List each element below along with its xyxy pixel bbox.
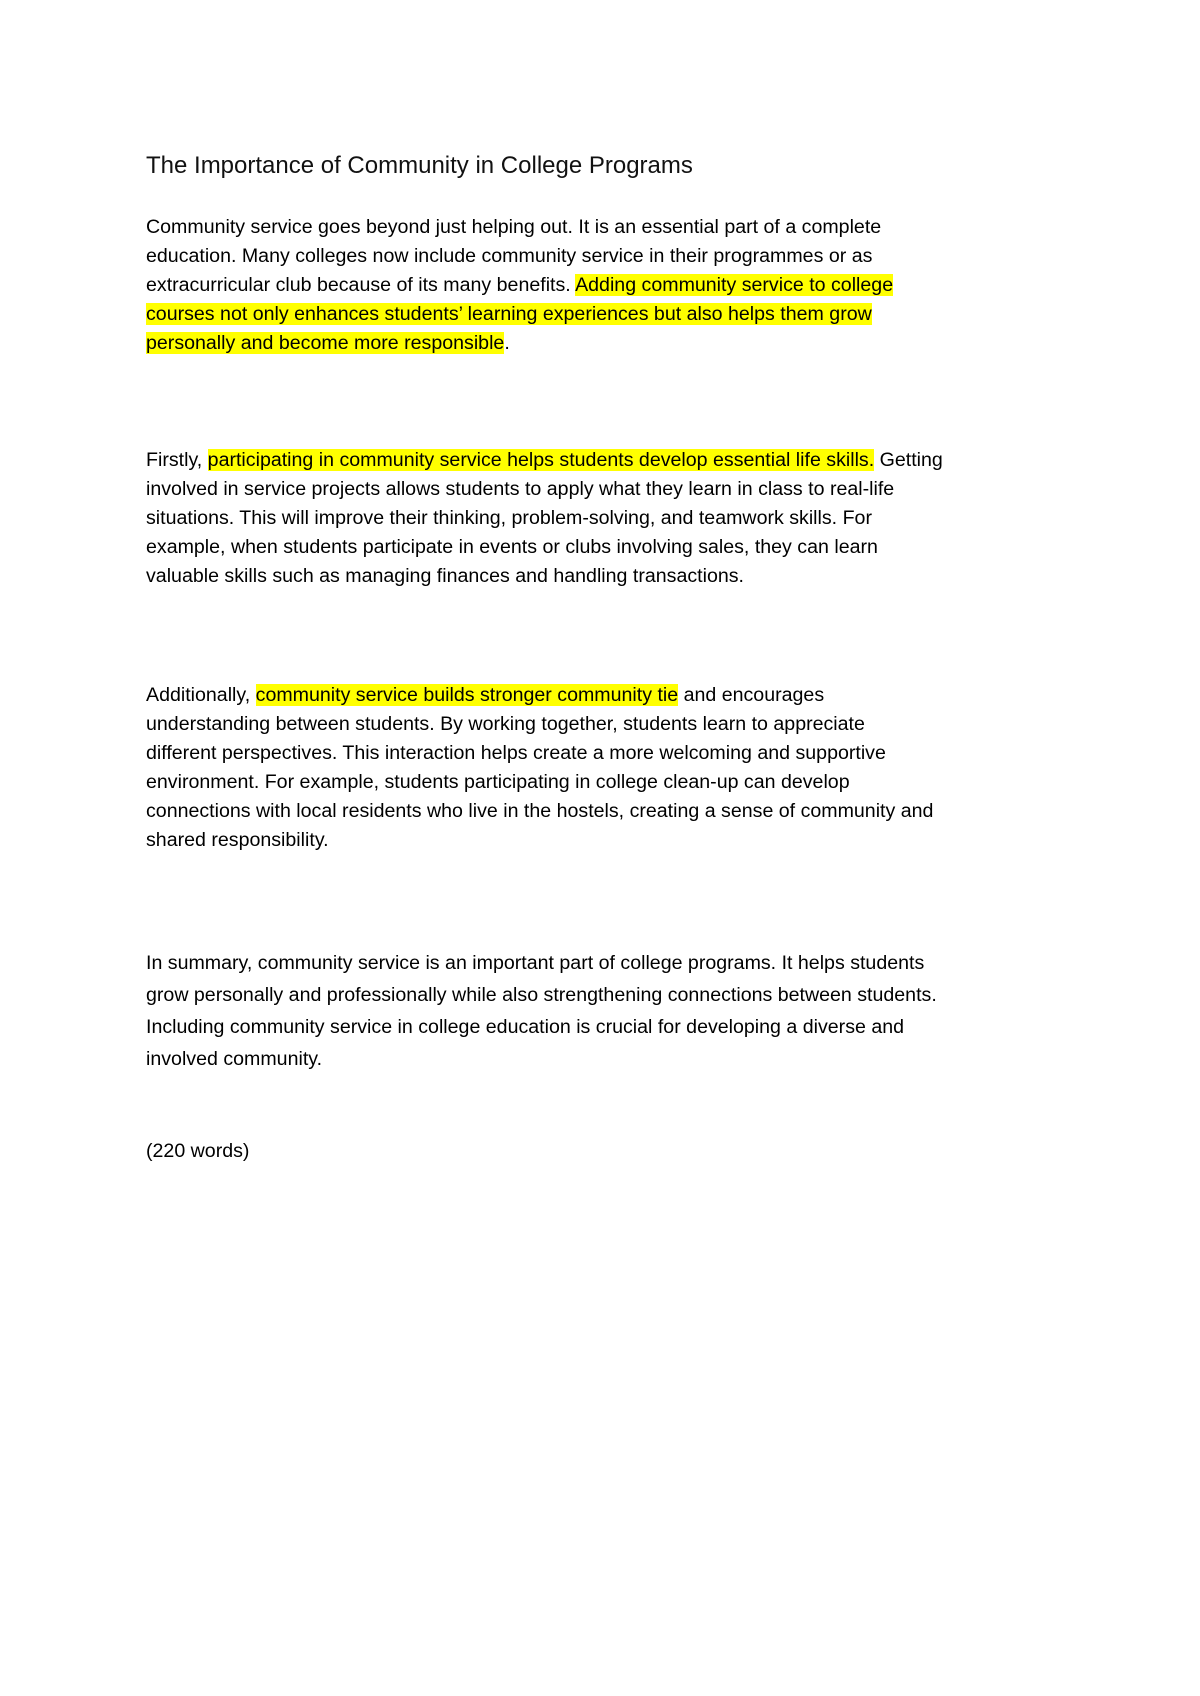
text-run: Getting (874, 449, 943, 471)
text-run: In summary, community service is an important part of college programs. It helps students (146, 952, 925, 974)
paragraph-summary (146, 947, 1086, 1075)
text-run: different perspectives. This interaction helps create a more welcoming and supportive (146, 742, 886, 764)
text-line (146, 1043, 1086, 1075)
text-run: Community service goes beyond just helping out. It is an essential part of a complete (146, 216, 882, 238)
text-line (146, 947, 1086, 979)
text-line (146, 213, 1086, 242)
text-line (146, 446, 1086, 475)
text-run: shared responsibility. (146, 829, 329, 851)
text-line (146, 710, 1086, 739)
text-run: involved community. (146, 1048, 323, 1070)
text-run: grow personally and professionally while also strengthening connections between students. (146, 984, 937, 1006)
text-run: understanding between students. By working together, students learn to appreciate (146, 713, 865, 735)
text-line (146, 681, 1086, 710)
text-line (146, 533, 1086, 562)
text-run: environment. For example, students participating in college clean-up can develop (146, 771, 850, 793)
text-run: Including community service in college education is crucial for developing a diverse and (146, 1016, 905, 1038)
text-line (146, 826, 1086, 855)
document-title: The Importance of Community in College Programs (146, 152, 693, 179)
text-line (146, 300, 1086, 329)
paragraph-introduction (146, 213, 1086, 358)
text-line (146, 797, 1086, 826)
text-line (146, 979, 1086, 1011)
text-line (146, 739, 1086, 768)
text-run: extracurricular club because of its many benefits. (146, 274, 576, 296)
text-run: and encourages (678, 684, 825, 706)
text-line (146, 768, 1086, 797)
highlighted-text: participating in community service helps students develop essential life skills. (207, 449, 875, 471)
text-line (146, 504, 1086, 533)
text-line (146, 329, 1086, 358)
paragraph-additionally (146, 681, 1086, 855)
text-run: involved in service projects allows students to apply what they learn in class to real-life (146, 478, 895, 500)
text-run: valuable skills such as managing finances and handling transactions. (146, 565, 744, 587)
highlighted-text: courses not only enhances students’ learning experiences but also helps them grow (146, 303, 872, 325)
highlighted-text: Adding community service to college (575, 274, 894, 296)
text-line (146, 242, 1086, 271)
word-count: (220 words) (146, 1140, 250, 1162)
highlighted-text: community service builds stronger community tie (255, 684, 679, 706)
text-run: education. Many colleges now include community service in their programmes or as (146, 245, 873, 267)
text-line (146, 475, 1086, 504)
text-run: Additionally, (146, 684, 256, 706)
text-run: Firstly, (146, 449, 208, 471)
text-line (146, 271, 1086, 300)
text-run: situations. This will improve their thinking, problem-solving, and teamwork skills. For (146, 507, 872, 529)
text-line (146, 562, 1086, 591)
highlighted-text: personally and become more responsible (146, 332, 505, 354)
text-line (146, 1011, 1086, 1043)
text-run: connections with local residents who live in the hostels, creating a sense of community and (146, 800, 934, 822)
text-run: example, when students participate in events or clubs involving sales, they can learn (146, 536, 878, 558)
paragraph-firstly (146, 446, 1086, 591)
text-run: . (504, 332, 510, 354)
